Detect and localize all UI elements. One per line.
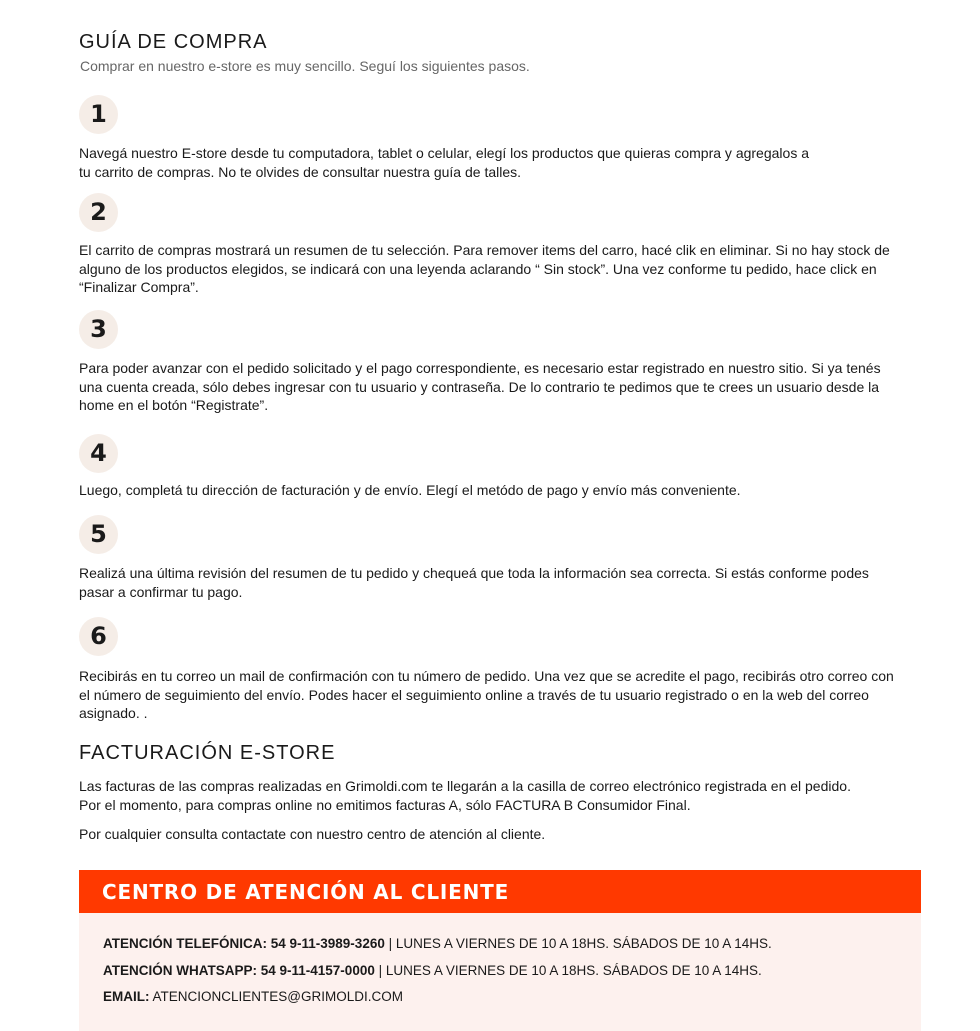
step-text-5 xyxy=(79,564,869,601)
billing-line-1: Las facturas de las compras realizadas en Grimoldi.com te llegarán a la casilla de correo electrónico registrada en el pedido. xyxy=(79,778,851,794)
step-1-line-2: tu carrito de compras. No te olvides de consultar nuestra guía de talles. xyxy=(79,163,522,180)
step-3-line-3: home en el botón “Registrate”. xyxy=(79,397,269,413)
step-4-line-1: Luego, completá tu dirección de facturación y de envío. Elegí el metódo de pago y envío más conveniente. xyxy=(79,482,741,498)
customer-center-header xyxy=(79,870,921,913)
customer-center-title: CENTRO DE ATENCIÓN AL CLIENTE xyxy=(102,880,510,904)
step-text-3 xyxy=(79,359,881,415)
step-2-line-1: El carrito de compras mostrará un resumen de tu selección. Para remover items del carro, hacé clik en eliminar. Si no hay stock de xyxy=(79,242,890,258)
billing-text xyxy=(79,777,851,814)
whatsapp-line xyxy=(103,963,762,978)
step-3-line-2: una cuenta creada, sólo debes ingresar con tu usuario y contraseña. De lo contrario te pedimos que te crees un usuario desde la xyxy=(79,378,880,395)
step-6-line-1: Recibirás en tu correo un mail de confirmación con tu número de pedido. Una vez que se acredite el pago, recibirás otro correo con xyxy=(79,668,894,684)
contact-note: Por cualquier consulta contactate con nuestro centro de atención al cliente. xyxy=(79,826,546,842)
step-number-1: 1 xyxy=(79,95,118,134)
page-subtitle: Comprar en nuestro e-store es muy sencillo. Seguí los siguientes pasos. xyxy=(80,58,530,74)
email-link[interactable]: ATENCIONCLIENTES@GRIMOLDI.COM xyxy=(149,989,403,1004)
step-5-line-2: pasar a confirmar tu pago. xyxy=(79,583,243,600)
step-2-line-2: alguno de los productos elegidos, se indicará con una leyenda aclarando “ Sin stock”. Una vez conforme tu pedido, hace click en xyxy=(79,260,877,277)
phone-line xyxy=(103,936,772,951)
phone-hours: | LUNES A VIERNES DE 10 A 18HS. SÁBADOS DE 10 A 14HS. xyxy=(384,936,772,951)
step-1-line-1: Navegá nuestro E-store desde tu computadora, tablet o celular, elegí los productos que quieras compra y agregalos a xyxy=(79,145,809,161)
customer-center-panel xyxy=(79,913,921,1031)
step-number-2: 2 xyxy=(79,193,118,232)
whatsapp-hours: | LUNES A VIERNES DE 10 A 18HS. SÁBADOS DE 10 A 14HS. xyxy=(374,963,762,978)
email-label: EMAIL: xyxy=(103,989,150,1004)
phone-label: ATENCIÓN TELEFÓNICA: 54 9-11-3989-3260 xyxy=(103,936,385,951)
step-text-2 xyxy=(79,241,890,297)
billing-title: FACTURACIÓN E-STORE xyxy=(79,742,336,764)
step-text-4 xyxy=(79,481,741,500)
step-6-line-2: el número de seguimiento del envío. Podes hacer el seguimiento online a través de tu usuario registrado o en la web del correo xyxy=(79,686,869,703)
step-6-line-3: asignado. . xyxy=(79,705,148,721)
billing-line-2: Por el momento, para compras online no emitimos facturas A, sólo FACTURA B Consumidor Final. xyxy=(79,796,691,813)
step-number-4: 4 xyxy=(79,434,118,473)
step-5-line-1: Realizá una última revisión del resumen de tu pedido y chequeá que toda la información sea correcta. Si estás conforme podes xyxy=(79,565,869,581)
page-title: GUÍA DE COMPRA xyxy=(79,31,268,53)
step-text-6 xyxy=(79,667,894,723)
step-number-5: 5 xyxy=(79,515,118,554)
step-3-line-1: Para poder avanzar con el pedido solicitado y el pago correspondiente, es necesario estar registrado en nuestro sitio. Si ya tenés xyxy=(79,360,881,376)
step-number-3: 3 xyxy=(79,310,118,349)
step-number-6: 6 xyxy=(79,617,118,656)
whatsapp-label: ATENCIÓN WHATSAPP: 54 9-11-4157-0000 xyxy=(103,963,375,978)
step-text-1 xyxy=(79,144,809,181)
step-2-line-3: “Finalizar Compra”. xyxy=(79,279,199,295)
email-line xyxy=(103,989,403,1004)
